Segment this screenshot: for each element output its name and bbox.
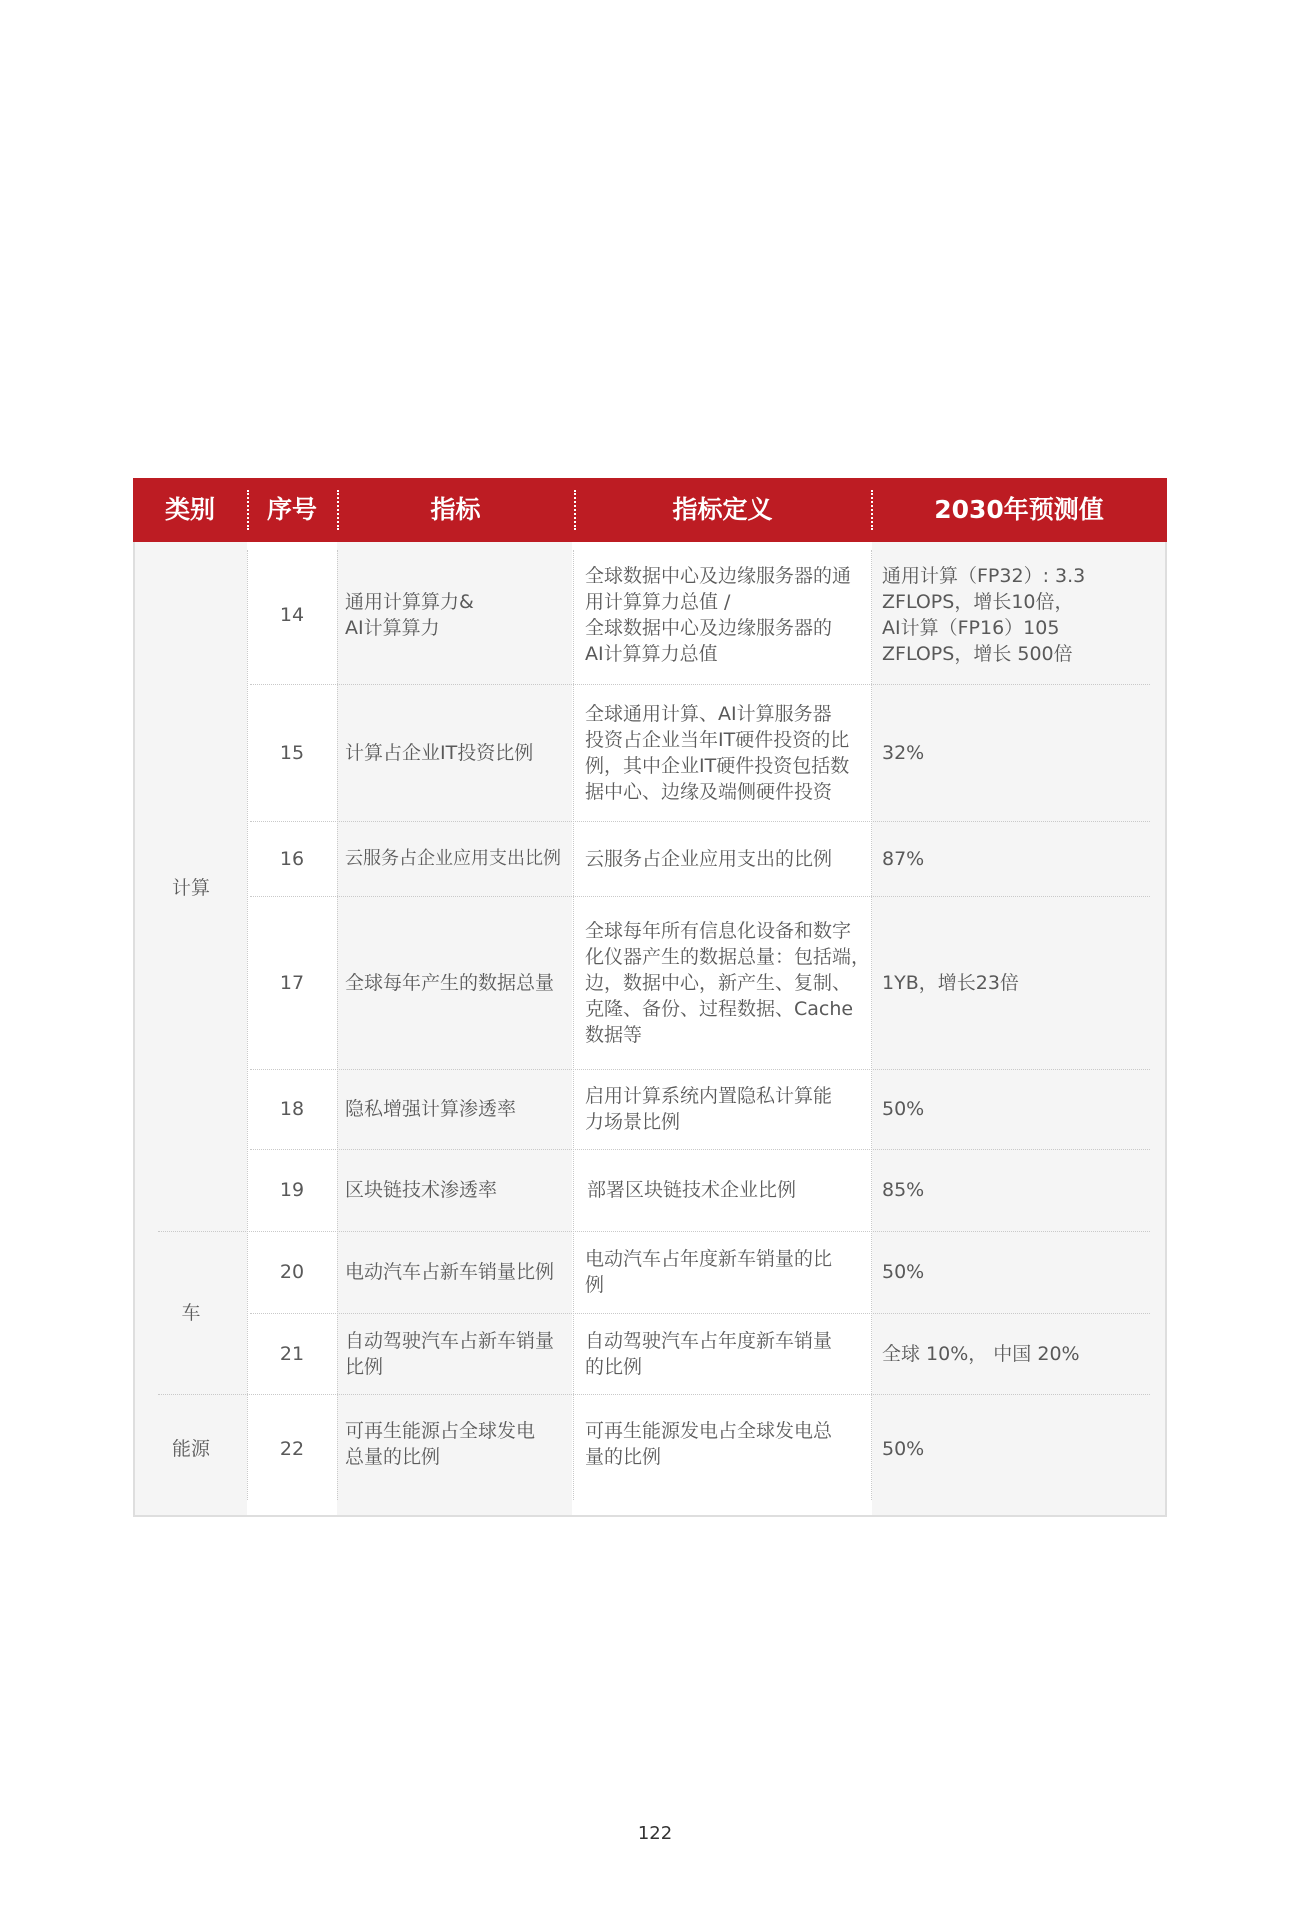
- header-indicator: 指标: [430, 495, 481, 524]
- forecast-cell: 50%: [882, 1098, 925, 1120]
- row-number: 14: [279, 603, 305, 626]
- row-number: 20: [279, 1261, 305, 1283]
- header-forecast: 2030年预测值: [934, 495, 1104, 524]
- category-cell: 计算: [171, 877, 210, 899]
- forecast-cell: 1YB，增长23倍: [882, 971, 1019, 994]
- definition-cell: 云服务占企业应用支出的比例: [585, 847, 833, 870]
- table-header: [133, 478, 1167, 542]
- forecast-cell: 32%: [882, 741, 925, 764]
- category-cell: 车: [181, 1301, 201, 1324]
- row-number: 19: [279, 1179, 305, 1201]
- column-separator: [337, 550, 338, 1500]
- row-number: 15: [279, 741, 305, 764]
- row-number: 22: [279, 1438, 305, 1460]
- indicator-cell: 可再生能源占全球发电 总量的比例: [345, 1420, 536, 1468]
- definition-cell: 全球通用计算、AI计算服务器 投资占企业当年IT硬件投资的比 例，其中企业IT硬件投资包括数 据中心、边缘及端侧硬件投资: [585, 702, 850, 803]
- forecast-cell: 通用计算（FP32）: 3.3 ZFLOPS，增长10倍， AI计算（FP16）105 ZFLOPS，增长 500倍: [882, 564, 1086, 665]
- definition-cell: 全球每年所有信息化设备和数字 化仪器产生的数据总量：包括端， 边，数据中心，新产生、复制、 克隆、备份、过程数据、Cache 数据等: [585, 919, 871, 1046]
- indicator-cell: 自动驾驶汽车占新车销量 比例: [345, 1329, 555, 1378]
- category-cell: 能源: [171, 1438, 210, 1460]
- page-number: 122: [637, 1823, 673, 1844]
- column-separator: [871, 550, 872, 1500]
- row-number: 18: [279, 1098, 305, 1120]
- forecast-cell: 87%: [882, 847, 925, 870]
- forecast-cell: 全球 10%， 中国 20%: [882, 1342, 1080, 1365]
- row-number: 21: [279, 1342, 305, 1365]
- definition-cell: 启用计算系统内置隐私计算能 力场景比例: [585, 1085, 833, 1133]
- definition-cell: 部署区块链技术企业比例: [587, 1179, 797, 1201]
- definition-cell: 可再生能源发电占全球发电总 量的比例: [585, 1420, 833, 1468]
- forecast-cell: 85%: [882, 1179, 925, 1201]
- indicator-cell: 计算占企业IT投资比例: [345, 741, 534, 764]
- forecast-cell: 50%: [882, 1438, 925, 1460]
- definition-cell: 全球数据中心及边缘服务器的通 用计算算力总值 / 全球数据中心及边缘服务器的 AI计算算力总值: [585, 564, 852, 665]
- header-definition: 指标定义: [672, 495, 773, 524]
- indicator-cell: 隐私增强计算渗透率: [345, 1098, 517, 1120]
- row-number: 16: [279, 847, 305, 870]
- indicator-cell: 全球每年产生的数据总量: [345, 971, 555, 994]
- indicator-cell: 电动汽车占新车销量比例: [345, 1261, 555, 1283]
- header-category: 类别: [164, 495, 215, 524]
- indicator-cell: 云服务占企业应用支出比例: [345, 847, 561, 869]
- header-number: 序号: [266, 495, 317, 524]
- forecast-cell: 50%: [882, 1261, 925, 1283]
- row-number: 17: [279, 971, 305, 994]
- indicator-cell: 通用计算算力& AI计算算力: [345, 590, 474, 639]
- definition-cell: 电动汽车占年度新车销量的比 例: [585, 1248, 833, 1296]
- definition-cell: 自动驾驶汽车占年度新车销量 的比例: [585, 1329, 833, 1378]
- indicator-cell: 区块链技术渗透率: [345, 1179, 498, 1201]
- column-separator: [573, 550, 574, 1500]
